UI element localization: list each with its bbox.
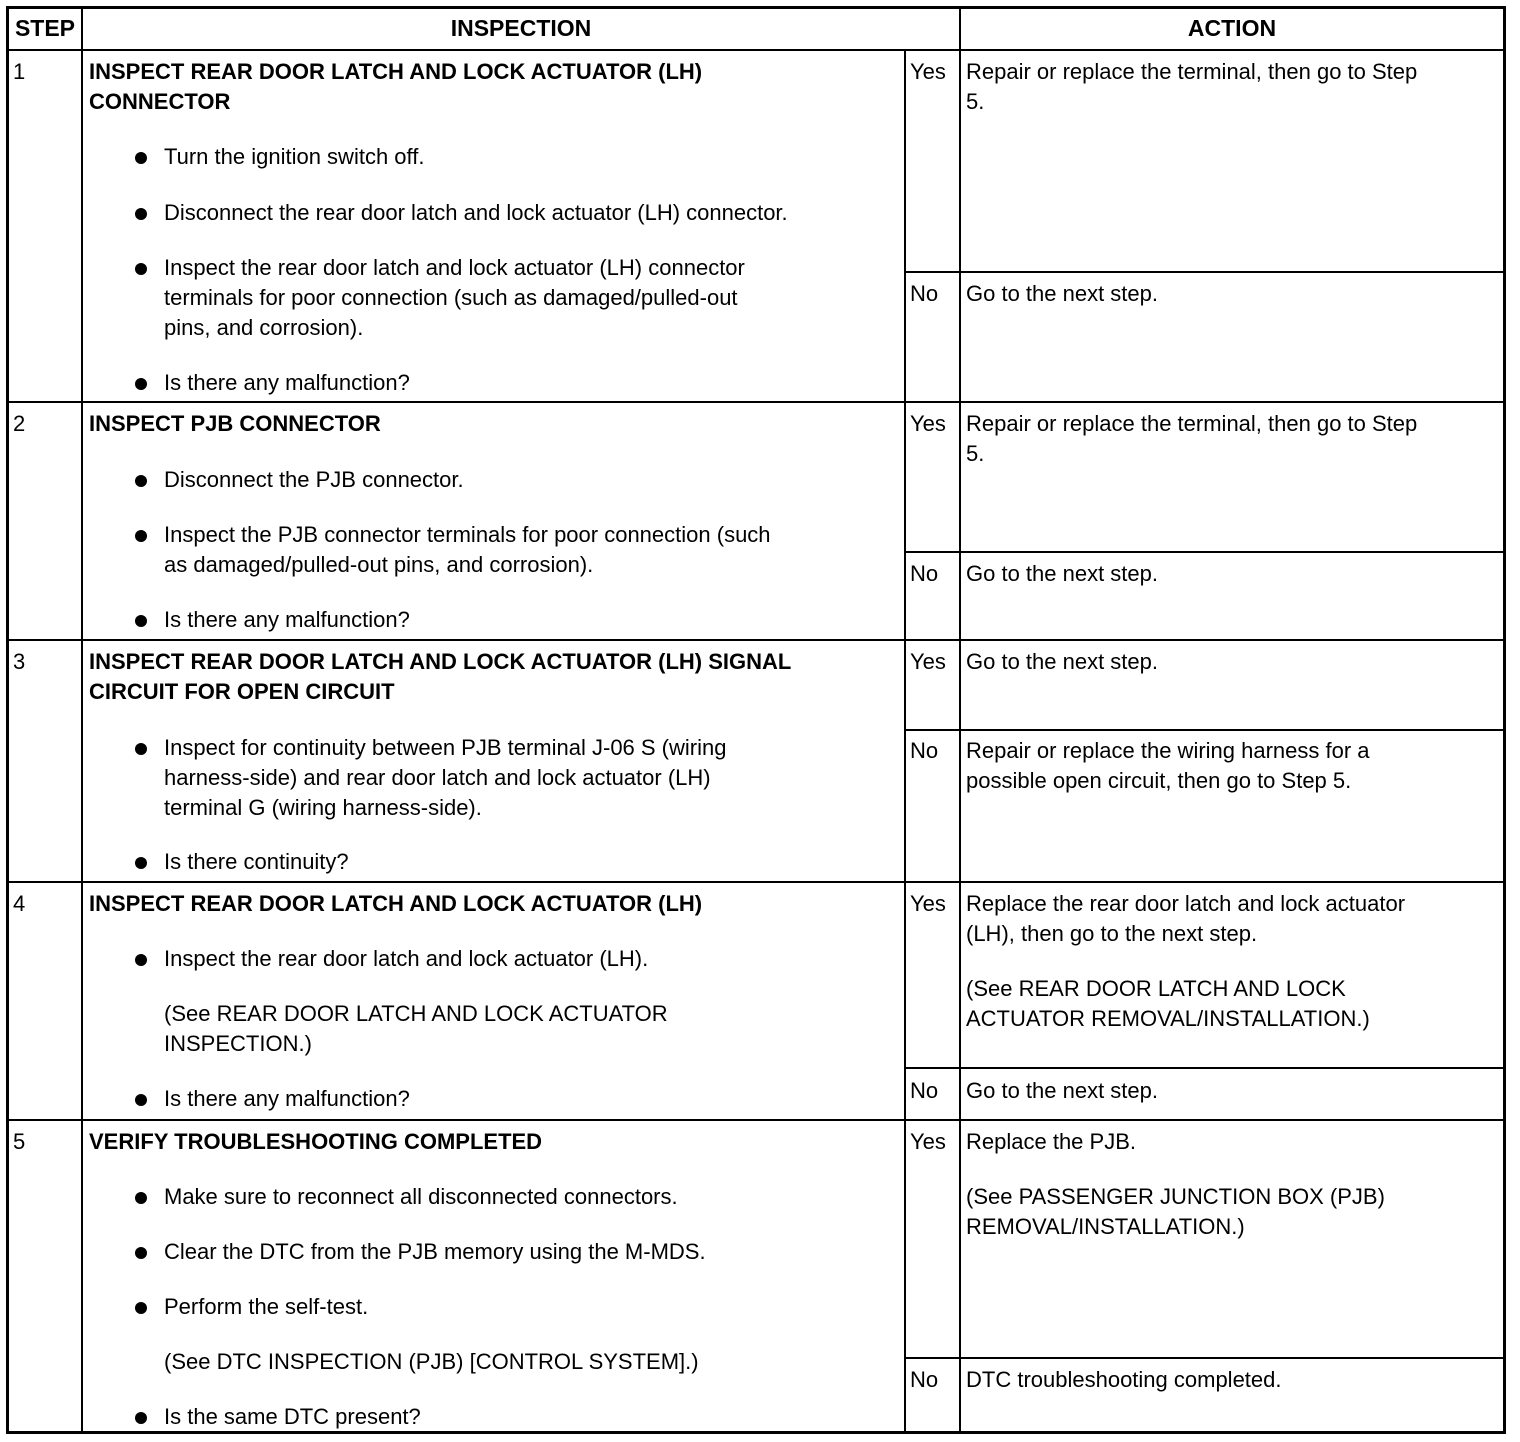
header-action: ACTION [1187, 15, 1277, 41]
header-inspection: INSPECTION [450, 15, 592, 41]
no-action: DTC troubleshooting completed. [966, 1367, 1282, 1392]
bullet-icon [135, 743, 147, 755]
bullet-icon [135, 1192, 147, 1204]
list-item: Is the same DTC present? [164, 1404, 421, 1429]
yes-reference-note: (See REAR DOOR LATCH AND LOCK ACTUATOR REMOVAL/INSTALLATION.) [966, 976, 1370, 1031]
bullet-icon [135, 615, 147, 627]
list-item: Clear the DTC from the PJB memory using the M-MDS. [164, 1239, 706, 1264]
no-label: No [910, 1078, 939, 1103]
yes-label: Yes [910, 1129, 946, 1154]
step-number: 2 [13, 411, 26, 436]
step-title: INSPECT PJB CONNECTOR [89, 411, 381, 436]
yes-label: Yes [910, 891, 946, 916]
yes-action: Repair or replace the terminal, then go to Step 5. [966, 59, 1418, 114]
step-number: 1 [13, 59, 26, 84]
troubleshooting-table [6, 6, 1506, 1434]
bullet-icon [135, 378, 147, 390]
no-label: No [910, 281, 939, 306]
bullet-icon [135, 152, 147, 164]
no-label: No [910, 561, 939, 586]
no-label: No [910, 1367, 939, 1392]
list-item: Inspect the rear door latch and lock actuator (LH). [164, 946, 649, 971]
list-item: Inspect for continuity between PJB terminal J-06 S (wiring harness-side) and rear door latch and lock actuator (LH) terminal G (wiring harness-side). [164, 735, 727, 820]
list-item: Make sure to reconnect all disconnected connectors. [164, 1184, 678, 1209]
bullet-icon [135, 208, 147, 220]
list-item: Is there any malfunction? [164, 1086, 410, 1111]
step-title: VERIFY TROUBLESHOOTING COMPLETED [89, 1129, 543, 1154]
list-item: Inspect the PJB connector terminals for poor connection (such as damaged/pulled-out pins, and corrosion). [164, 522, 771, 577]
no-action: Go to the next step. [966, 561, 1159, 586]
yes-action: Replace the PJB. [966, 1129, 1136, 1154]
step-number: 5 [13, 1129, 26, 1154]
no-action: Go to the next step. [966, 281, 1159, 306]
list-item: Is there continuity? [164, 849, 349, 874]
bullet-icon [135, 1302, 147, 1314]
step-title: INSPECT REAR DOOR LATCH AND LOCK ACTUATOR (LH) [89, 891, 703, 916]
bullet-icon [135, 857, 147, 869]
list-item: Disconnect the rear door latch and lock actuator (LH) connector. [164, 200, 788, 225]
bullet-icon [135, 1247, 147, 1259]
bullet-icon [135, 530, 147, 542]
step-number: 4 [13, 891, 26, 916]
reference-note: (See REAR DOOR LATCH AND LOCK ACTUATOR INSPECTION.) [164, 1001, 668, 1056]
yes-label: Yes [910, 59, 946, 84]
list-item: Disconnect the PJB connector. [164, 467, 464, 492]
reference-note: (See DTC INSPECTION (PJB) [CONTROL SYSTEM].) [164, 1349, 699, 1374]
header-step: STEP [14, 15, 76, 41]
step-number: 3 [13, 649, 26, 674]
list-item: Turn the ignition switch off. [164, 144, 425, 169]
yes-label: Yes [910, 411, 946, 436]
list-item: Inspect the rear door latch and lock actuator (LH) connector terminals for poor connection (such as damaged/pulled-out pins, and corrosion). [164, 255, 745, 340]
yes-label: Yes [910, 649, 946, 674]
yes-action: Repair or replace the terminal, then go to Step 5. [966, 411, 1418, 466]
list-item: Is there any malfunction? [164, 607, 410, 632]
step-title: INSPECT REAR DOOR LATCH AND LOCK ACTUATOR (LH) CONNECTOR [89, 59, 703, 114]
yes-action: Replace the rear door latch and lock actuator (LH), then go to the next step. [966, 891, 1406, 946]
no-action: Repair or replace the wiring harness for a possible open circuit, then go to Step 5. [966, 738, 1370, 793]
bullet-icon [135, 475, 147, 487]
no-action: Go to the next step. [966, 1078, 1159, 1103]
step-title: INSPECT REAR DOOR LATCH AND LOCK ACTUATOR (LH) SIGNAL CIRCUIT FOR OPEN CIRCUIT [89, 649, 792, 704]
bullet-icon [135, 1094, 147, 1106]
bullet-icon [135, 263, 147, 275]
list-item: Perform the self-test. [164, 1294, 369, 1319]
yes-reference-note: (See PASSENGER JUNCTION BOX (PJB) REMOVAL/INSTALLATION.) [966, 1184, 1385, 1239]
bullet-icon [135, 1412, 147, 1424]
no-label: No [910, 738, 939, 763]
yes-action: Go to the next step. [966, 649, 1159, 674]
bullet-icon [135, 954, 147, 966]
list-item: Is there any malfunction? [164, 370, 410, 395]
